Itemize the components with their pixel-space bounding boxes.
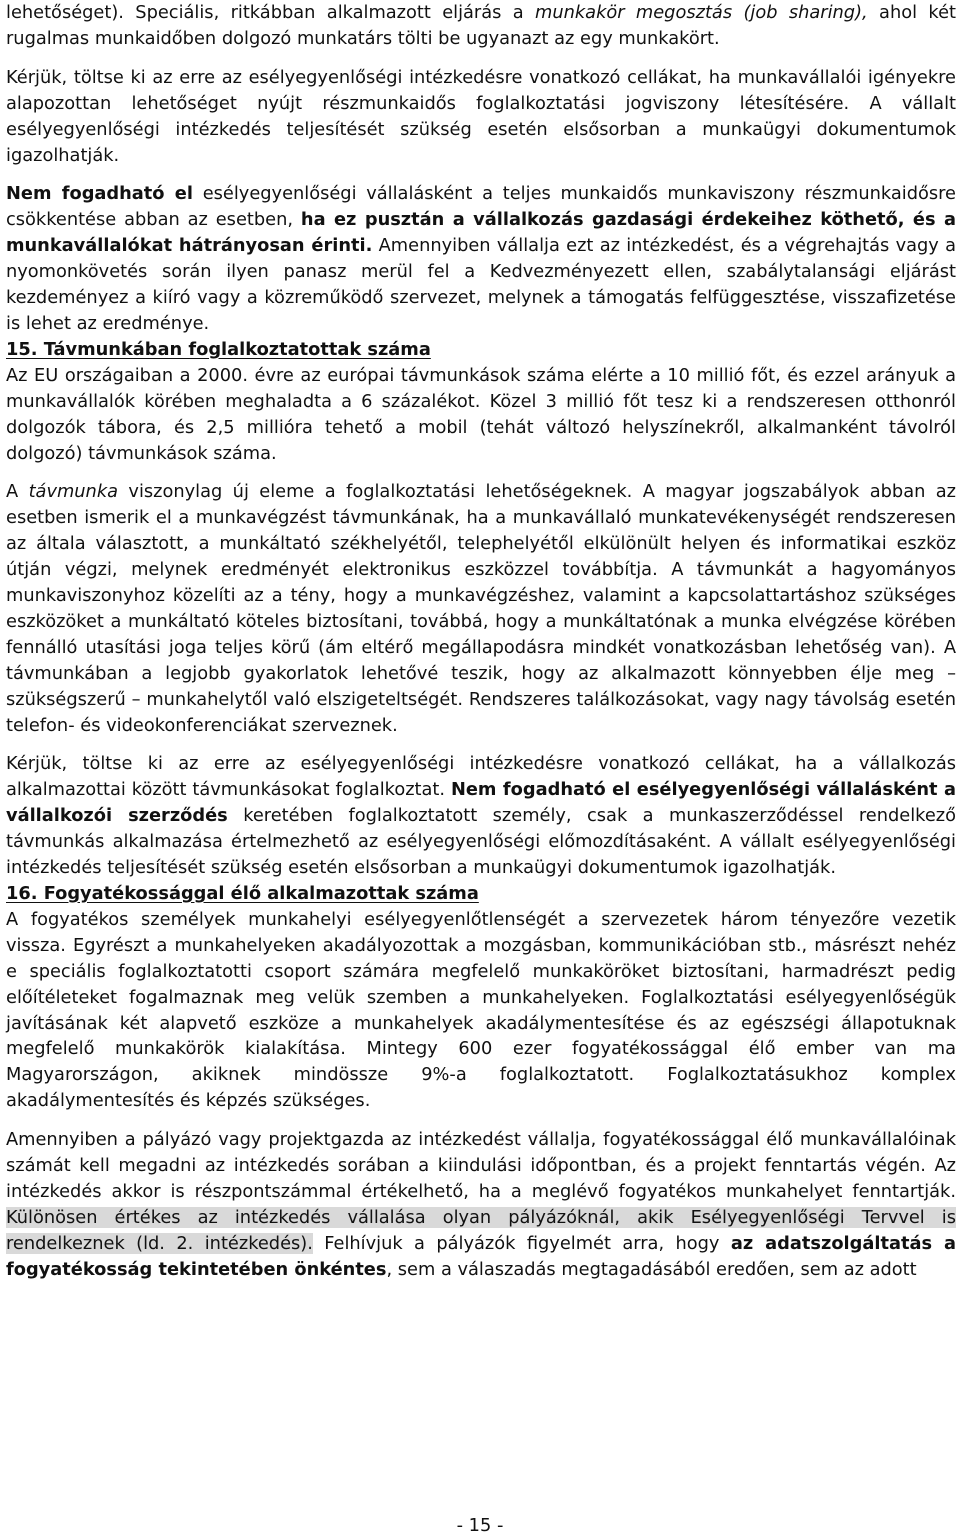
text-run: esélyegyenlőségi vállalásként a teljes munkaidős munkaviszony részmunkaidősre csökkentése abban az esetben, <box>6 183 956 231</box>
text-run: Kérjük, töltse ki az erre az esélyegyenlőségi intézkedésre vonatkozó cellákat, ha munkavállalói igényekre alapozottan lehetőséget nyújt részmunkaidős foglalkoztatási jogviszony létesítésére. A vállalt esélyegyenlőségi intézkedés teljesítését szükség esetén elsősorban a munkaügyi dokumentumok igazolhatják. <box>6 66 956 166</box>
paragraph-job-sharing <box>6 0 956 52</box>
bold-contractor-exclusion: Nem fogadható el esélyegyenlőségi vállalásként a vállalkozói szerződés <box>6 779 957 827</box>
paragraph-telework-definition <box>6 479 956 738</box>
section-heading-15: 15. Távmunkában foglalkoztatottak száma <box>6 338 431 360</box>
bold-not-acceptable: Nem fogadható el <box>6 183 193 205</box>
italic-term-job-sharing: munkakör megosztás (job sharing), <box>535 2 868 23</box>
paragraph-part-time-exclusion <box>6 181 956 336</box>
text-run: , sem a válaszadás megtagadásából eredően, sem az adott <box>386 1258 917 1280</box>
page-number: - 15 - <box>456 1515 504 1536</box>
paragraph-telework-instructions <box>6 751 956 881</box>
text-run: Amennyiben a pályázó vagy projektgazda az intézkedést vállalja, fogyatékossággal élő munkavállalóinak számát kell megadni az intézkedés sorában a kiindulási időpontban, és a projekt fenntartás végén. Az intézkedés akkor is részpontszámmal értékelhető, ha a meglévő fogyatékos munkahelyet fenntartják. <box>6 1129 956 1202</box>
paragraph-part-time-instructions <box>6 65 956 169</box>
paragraph-eu-teleworkers <box>6 363 956 467</box>
text-run: Az EU országaiban a 2000. évre az európai távmunkások száma elérte a 10 millió főt, és ezzel arányuk a munkavállalók körében meghaladta a 6 százalékot. Közel 3 millió főt tesz ki a rendszeresen otthonról dolgozók tábora, és 2,5 millióra tehető a mobil (tehát változó helyszínekről, alkalmanként távolról dolgozó) távmunkások száma. <box>6 364 956 464</box>
text-run: Kérjük, töltse ki az erre az esélyegyenlőségi intézkedésre vonatkozó cellákat, ha a vállalkozás alkalmazottai között távmunkásokat foglalkoztat. <box>6 753 956 801</box>
text-run: Felhívjuk a pályázók figyelmét arra, hogy <box>312 1232 731 1254</box>
text-run: A <box>6 481 29 503</box>
highlighted-sentence: Különösen értékes az intézkedés vállalása olyan pályázóknál, akik Esélyegyenlőségi Tervvel is rendelkeznek (ld. 2. intézkedés). <box>6 1206 956 1254</box>
paragraph-disability-instructions <box>6 1127 956 1282</box>
italic-term-telework: távmunka <box>28 481 119 503</box>
text-run: A fogyatékos személyek munkahelyi esélyegyenlőtlenségét a szervezetek három tényezőre vezetik vissza. Egyrészt a munkahelyeken akadályozottak a mozgásban, kommunikációban stb., másrészt nehéz e speciális foglalkoztatotti csoport számára megfelelő munkaköröket biztosítani, harmadrészt pedig előítéleteket fogalmaznak meg velük szemben a munkahelyeken. Foglalkoztatási esélyegyenlőségük javításának két alapvető eszköze a munkahelyek akadálymentesítése és az egészségi állapotuknak megfelelő munkakörök kialakítása. Mintegy 600 ezer fogyatékossággal élő ember van ma Magyarországon, akiknek mindössze 9%-a foglalkoztatott. Foglalkoztatásukhoz komplex akadálymentesítés és képzés szükséges. <box>6 908 956 1112</box>
text-run: viszonylag új eleme a foglalkoztatási lehetőségeknek. A magyar jogszabályok abban az esetben ismerik el a munkavégzést távmunkának, ha a munkavállaló munkatevékenységét rendszeresen az általa választott, a munkáltató székhelyétől, telephelyétől elkülönült helyen és informatikai eszköz útján végzi, melynek eredményét elektronikus eszközzel továbbítja. A távmunkát a hagyományos munkaviszonyhoz közelíti az a tény, hogy a munkavégzéshez, valamint a kapcsolattartáshoz szükséges eszközöket a munkáltató köteles biztosítani, továbbá, hogy a munkáltatónak a munka elvégzése körében fennálló utasítási joga teljes körű (ám eltérő megállapodásra mindkét vonatkozásban lehetőség van). A távmunkában a legjobb gyakorlatok lehetővé teszik, hogy az alkalmazott könnyebben élje meg – szükségszerű – munkahelytől való elszigeteltségét. Rendszeres találkozásokat, vagy nagy távolság esetén telefon- és videokonferenciákat szerveznek. <box>6 481 956 736</box>
paragraph-disability-background <box>6 907 956 1114</box>
bold-condition: ha ez pusztán a vállalkozás gazdasági érdekeihez köthető, és a munkavállalókat hátrányosan érinti. <box>6 209 956 257</box>
text-run: Amennyiben vállalja ezt az intézkedést, és a végrehajtás vagy a nyomonkövetés során ilyen panasz merül fel a Kedvezményezett ellen, szabálytalansági eljárást kezdeményez a kiíró vagy a közreműködő szervezet, melynek a támogatás felfüggesztése, visszafizetése is lehet az eredménye. <box>6 235 957 334</box>
text-run: ahol két rugalmas munkaidőben dolgozó munkatárs tölti be ugyanazt az egy munkakört. <box>6 2 956 49</box>
text-run: keretében foglalkoztatott személy, csak a munkaszerződéssel rendelkező távmunkás alkalmazása értelmezhető az esélyegyenlőségi előmozdításaként. A vállalt esélyegyenlőségi intézkedés teljesítését szükség esetén elsősorban a munkaügyi dokumentumok igazolhatják. <box>6 805 956 879</box>
section-heading-16: 16. Fogyatékossággal élő alkalmazottak száma <box>6 883 479 904</box>
text-run: lehetőséget). Speciális, ritkábban alkalmazott eljárás a <box>6 2 536 23</box>
document-page <box>6 0 956 1283</box>
bold-voluntary-data: az adatszolgáltatás a fogyatékosság tekintetében önkéntes <box>6 1232 956 1280</box>
